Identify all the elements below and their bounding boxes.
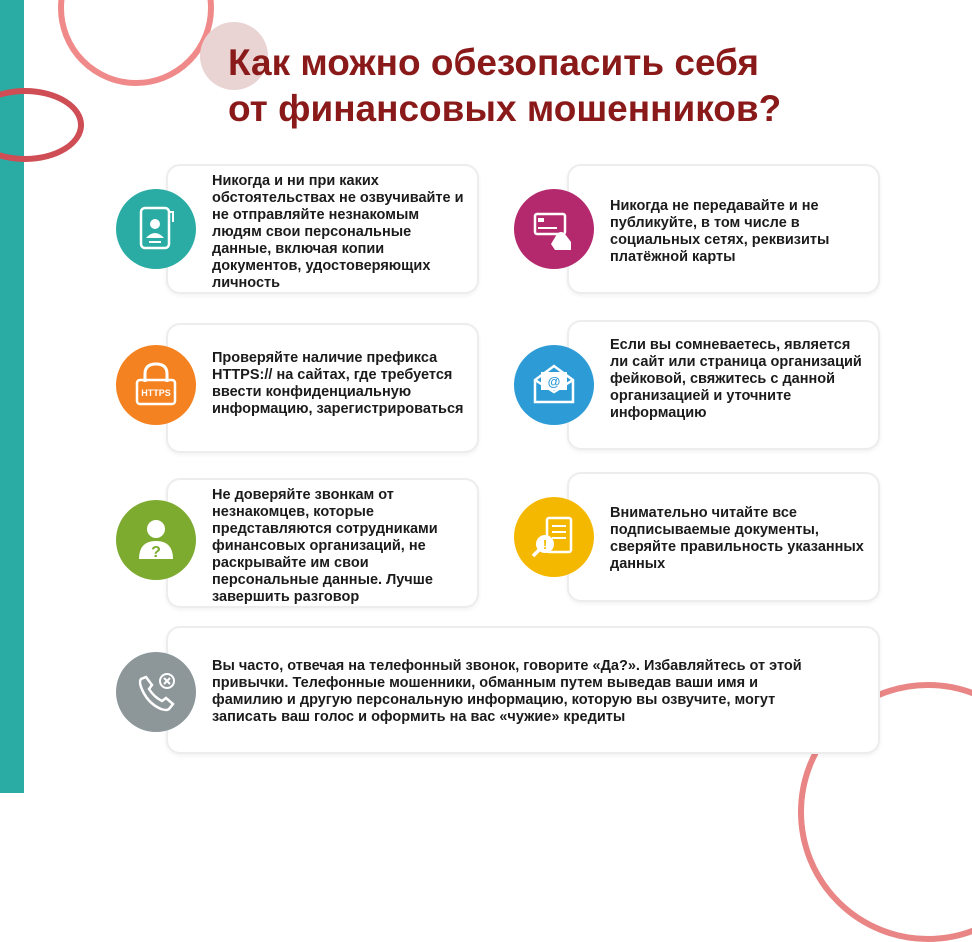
tip-6-icon-circle xyxy=(514,497,594,577)
tip-4-text: Если вы сомневаетесь, является ли сайт или страница организаций фейковой, свяжитесь с данной организацией и уточните информацию xyxy=(610,337,862,421)
tip-3-icon-circle xyxy=(116,345,196,425)
phone-decline-icon xyxy=(129,665,183,719)
tip-5-icon-circle xyxy=(116,500,196,580)
document-search-icon xyxy=(527,510,581,564)
id-card-icon xyxy=(129,202,183,256)
tip-3-text: Проверяйте наличие префикса HTTPS:// на сайтах, где требуется ввести конфиденциальную информацию, зарегистрироваться xyxy=(212,350,464,417)
tip-4-icon-circle xyxy=(514,345,594,425)
tip-2-icon-circle xyxy=(514,189,594,269)
email-envelope-icon xyxy=(527,358,581,412)
decor-ring-top xyxy=(58,0,214,86)
https-lock-icon xyxy=(129,358,183,412)
tip-5-text: Не доверяйте звонкам от незнакомцев, которые представляются сотрудниками финансовых организаций, не раскрывайте им свои персональные данные. Лучше завершить разговор xyxy=(212,487,438,605)
tip-7-icon-circle xyxy=(116,652,196,732)
payment-card-icon xyxy=(527,202,581,256)
tip-6-text: Внимательно читайте все подписываемые документы, сверяйте правильность указанных данных xyxy=(610,505,864,572)
tip-1-text: Никогда и ни при каких обстоятельствах не озвучивайте и не отправляйте незнакомым людям свои персональные данные, включая копии документов, удостоверяющих личность xyxy=(212,173,464,291)
https-label: HTTPS xyxy=(141,388,171,398)
alert-mark-label: ! xyxy=(542,537,548,552)
email-at-label: @ xyxy=(547,374,561,389)
question-mark-label: ? xyxy=(151,544,161,561)
tip-7-text: Вы часто, отвечая на телефонный звонок, говорите «Да?». Избавляйтесь от этой привычки. Телефонные мошенники, обманным путем выведав ваши имя и фамилию и другую персональную информацию, которую вы озвучите, могут записать ваш голос и оформить на вас «чужие» кредиты xyxy=(212,658,802,725)
decor-ring-left xyxy=(0,88,84,162)
page-title: Как можно обезопасить себя от финансовых мошенников? xyxy=(228,42,782,129)
tip-1-icon-circle xyxy=(116,189,196,269)
tip-2-text: Никогда не передавайте и не публикуйте, в том числе в социальных сетях, реквизиты платёжной карты xyxy=(610,198,830,265)
unknown-caller-icon xyxy=(129,513,183,567)
